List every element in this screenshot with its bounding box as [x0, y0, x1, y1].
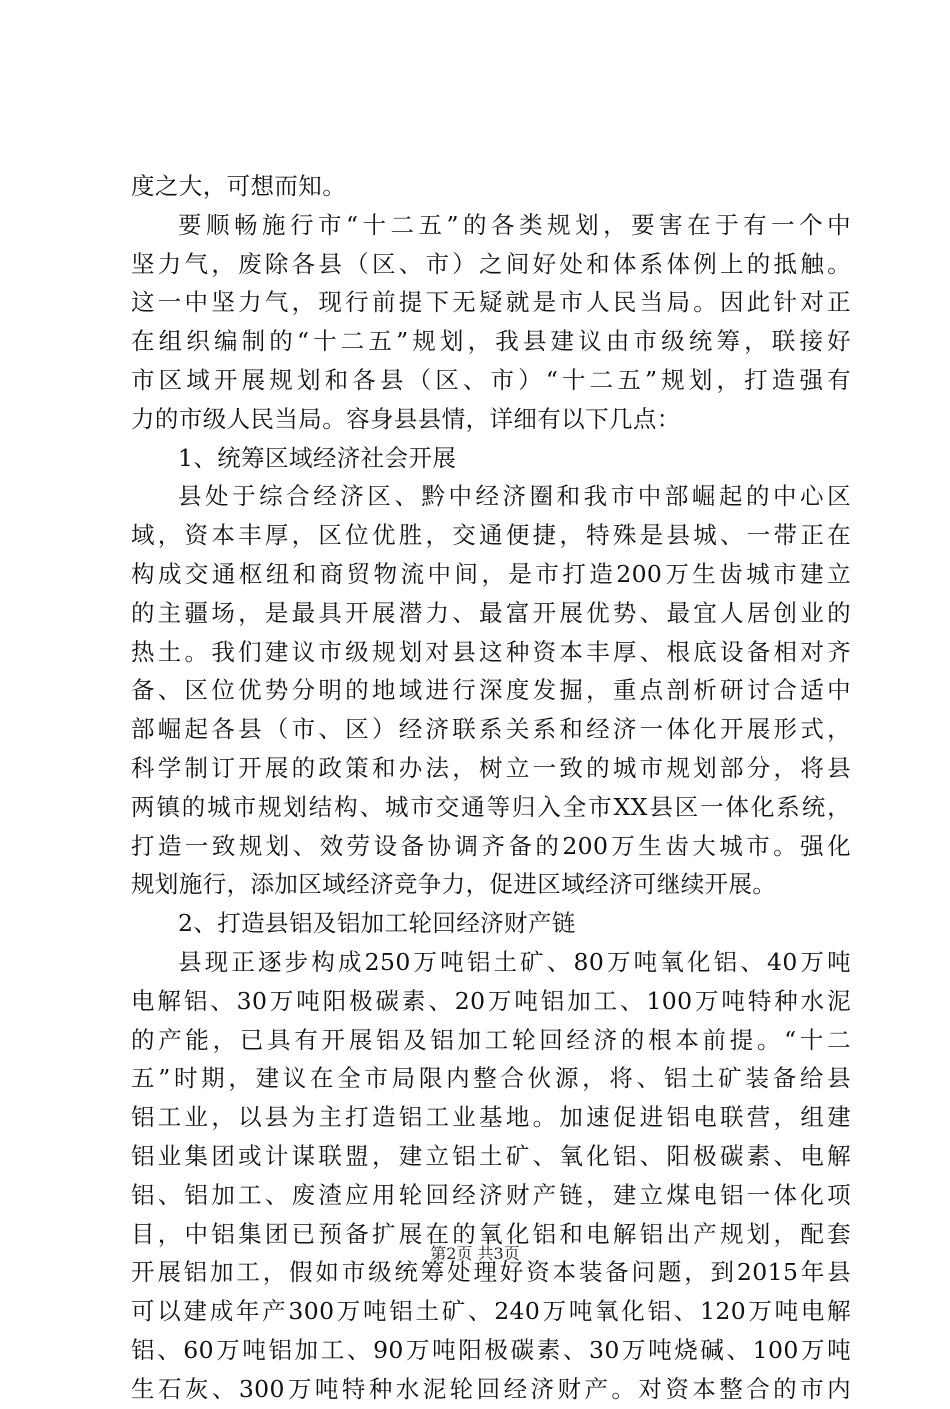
document-body	[131, 167, 851, 1409]
text-line: 备、区位优势分明的地域进行深度发掘，重点剖析研讨合适中	[131, 676, 851, 705]
text-line: 这一中坚力气，现行前提下无疑就是市人民当局。因此针对正	[131, 288, 851, 317]
text-line: 坚力气，废除各县（区、市）之间好处和体系体例上的抵触。	[131, 249, 851, 278]
text-line: 度之大，可想而知。	[131, 172, 347, 200]
text-line: 两镇的城市规划结构、城市交通等归入全市XX县区一体化系统，	[131, 792, 851, 821]
text-line: 规划施行，添加区域经济竞争力，促进区域经济可继续开展。	[131, 870, 777, 899]
text-line: 开展铝加工，假如市级统筹处理好资本装备问题，到2015年县	[131, 1258, 851, 1287]
text-line: 县处于综合经济区、黔中经济圈和我市中部崛起的中心区	[178, 482, 851, 511]
text-line: 的主疆场，是最具开展潜力、最富开展优势、最宜人居创业的	[131, 598, 851, 627]
text-line: 打造一致规划、效劳设备协调齐备的200万生齿大城市。强化	[131, 831, 851, 860]
text-line: 目，中铝集团已预备扩展在的氧化铝和电解铝出产规划，配套	[131, 1219, 851, 1248]
text-line: 的产能，已具有开展铝及铝加工轮回经济的根本前提。“十二	[131, 1025, 851, 1054]
text-line: 铝工业，以县为主打造铝工业基地。加速促进铝电联营，组建	[131, 1103, 851, 1132]
text-line: 热土。我们建议市级规划对县这种资本丰厚、根底设备相对齐	[131, 637, 851, 666]
text-line: 在组织编制的“十二五”规划，我县建议由市级统筹，联接好	[131, 327, 851, 356]
text-line: 铝、60万吨铝加工、90万吨阳极碳素、30万吨烧碱、100万吨	[131, 1335, 851, 1364]
text-line: 科学制订开展的政策和办法，树立一致的城市规划部分，将县	[131, 753, 851, 782]
text-line: 市区域开展规划和各县（区、市）“十二五”规划，打造强有	[131, 365, 851, 394]
text-line: 要顺畅施行市“十二五”的各类规划，要害在于有一个中	[178, 210, 851, 239]
text-line: 县现正逐步构成250万吨铝土矿、80万吨氧化铝、40万吨	[178, 947, 851, 976]
page-footer: 第2页 共3页	[430, 1244, 520, 1263]
text-line: 可以建成年产300万吨铝土矿、240万吨氧化铝、120万吨电解	[131, 1297, 851, 1326]
text-line: 电解铝、30万吨阳极碳素、20万吨铝加工、100万吨特种水泥	[131, 986, 851, 1015]
section-heading: 1、统筹区域经济社会开展	[178, 443, 457, 472]
text-line: 生石灰、300万吨特种水泥轮回经济财产。对资本整合的市内	[131, 1374, 851, 1403]
text-line: 五”时期，建议在全市局限内整合伙源，将、铝土矿装备给县	[131, 1064, 851, 1093]
text-line: 域，资本丰厚，区位优胜，交通便捷，特殊是县城、一带正在	[131, 521, 851, 550]
text-line: 铝业集团或计谋联盟，建立铝土矿、氧化铝、阳极碳素、电解	[131, 1141, 851, 1170]
text-line: 力的市级人民当局。容身县县情，详细有以下几点：	[131, 404, 681, 433]
text-line: 构成交通枢纽和商贸物流中间，是市打造200万生齿城市建立	[131, 559, 851, 588]
section-heading: 2、打造县铝及铝加工轮回经济财产链	[178, 909, 576, 938]
text-line: 铝、铝加工、废渣应用轮回经济财产链，建立煤电铝一体化项	[131, 1180, 851, 1209]
text-line: 部崛起各县（市、区）经济联系关系和经济一体化开展形式，	[131, 715, 851, 744]
